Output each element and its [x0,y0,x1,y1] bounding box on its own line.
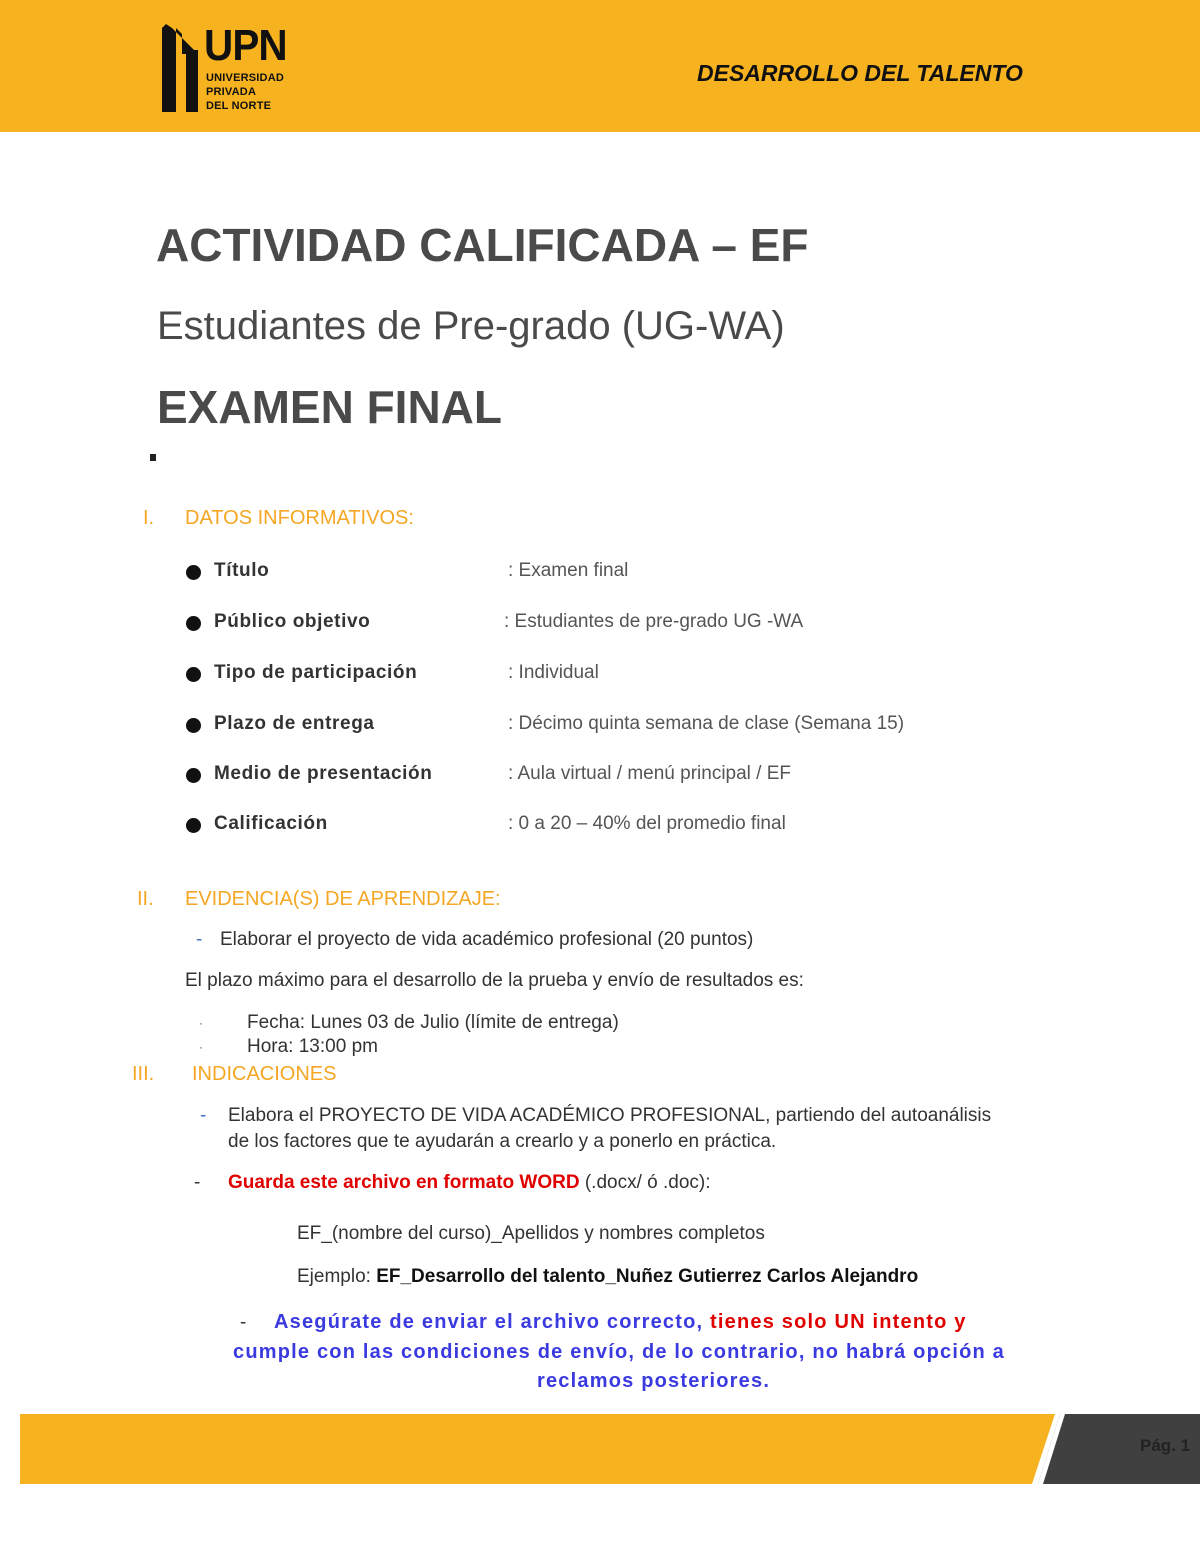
page-header [0,0,1200,132]
deadline-date: Fecha: Lunes 03 de Julio (límite de entrega) [247,1012,619,1033]
exam-title: EXAMEN FINAL [157,381,502,433]
filename-format: EF_(nombre del curso)_Apellidos y nombres completos [297,1223,765,1244]
info-value: : Estudiantes de pre-grado UG -WA [504,611,804,632]
info-value: : Examen final [508,560,629,581]
dash-bullet-icon: - [196,929,203,950]
page-footer [20,1414,1200,1484]
info-row [186,662,1086,688]
info-value: : Aula virtual / menú principal / EF [508,763,792,784]
middot-bullet-icon: · [199,1040,203,1054]
indication-1-line-1: Elabora el PROYECTO DE VIDA ACADÉMICO PROFESIONAL, partiendo del autoanálisis [228,1105,992,1126]
info-value: : Individual [508,662,599,683]
info-key: Plazo de entrega [214,713,375,734]
info-row [186,713,1086,739]
example-label: Ejemplo: [297,1266,377,1287]
upn-arrow-icon [136,24,200,116]
middot-bullet-icon: · [199,1016,203,1030]
bullet-icon [186,768,201,783]
info-row [186,813,1086,839]
logo-line-1: UNIVERSIDAD [206,72,284,84]
logo-line-2: PRIVADA [206,86,257,98]
section-label: INDICACIONES [192,1063,337,1085]
page-subtitle: Estudiantes de Pre-grado (UG-WA) [157,304,785,348]
save-format-warning: Guarda este archivo en formato WORD [228,1172,580,1193]
evidence-item: Elaborar el proyecto de vida académico profesional (20 puntos) [220,929,754,950]
info-row [186,611,1086,637]
warning-line-3: reclamos posteriores. [537,1370,771,1392]
dash-bullet-icon: - [240,1312,247,1333]
logo-text: UPN [204,21,287,70]
footer-band [20,1414,1200,1484]
info-key: Tipo de participación [214,662,418,683]
section-number: I. [143,507,155,529]
info-key: Título [214,560,270,581]
info-key: Calificación [214,813,328,834]
warning-part-b: tienes solo UN intento y [710,1311,967,1333]
page-number: Pág. 1 [1140,1436,1191,1455]
info-value: : Décimo quinta semana de clase (Semana 15) [508,713,905,734]
logo-line-3: DEL NORTE [206,100,272,112]
indication-2 [228,1172,711,1194]
bullet-icon [186,818,201,833]
section-label: EVIDENCIA(S) DE APRENDIZAJE: [185,888,501,910]
info-value: : 0 a 20 – 40% del promedio final [508,813,786,834]
info-row [186,560,1086,586]
bullet-icon [186,667,201,682]
header-title: DESARROLLO DEL TALENTO [697,60,1023,86]
filename-example [297,1266,918,1288]
dash-bullet-icon: - [200,1105,207,1126]
bullet-icon [186,616,201,631]
bullet-icon [186,565,201,580]
warning-part-a: Asegúrate de enviar el archivo correcto, [274,1311,711,1333]
section-label: DATOS INFORMATIVOS: [185,507,414,529]
section-number: II. [137,888,154,910]
info-row [186,763,1086,789]
info-key: Público objetivo [214,611,371,632]
indication-1-line-2: de los factores que te ayudarán a crearlo y a ponerlo en práctica. [228,1131,777,1152]
dash-bullet-icon: - [194,1172,201,1193]
save-format-extensions: (.docx/ ó .doc): [579,1172,711,1193]
page-title: ACTIVIDAD CALIFICADA – EF [156,219,809,271]
stray-mark [150,454,156,461]
upn-logo [136,21,296,120]
bullet-icon [186,718,201,733]
warning-line-1 [274,1311,967,1334]
deadline-time: Hora: 13:00 pm [247,1036,378,1057]
deadline-intro: El plazo máximo para el desarrollo de la prueba y envío de resultados es: [185,970,804,991]
warning-line-2: cumple con las condiciones de envío, de lo contrario, no habrá opción a [233,1341,1005,1363]
section-number: III. [132,1063,155,1085]
info-key: Medio de presentación [214,763,433,784]
example-value: EF_Desarrollo del talento_Nuñez Gutierrez Carlos Alejandro [376,1266,919,1287]
